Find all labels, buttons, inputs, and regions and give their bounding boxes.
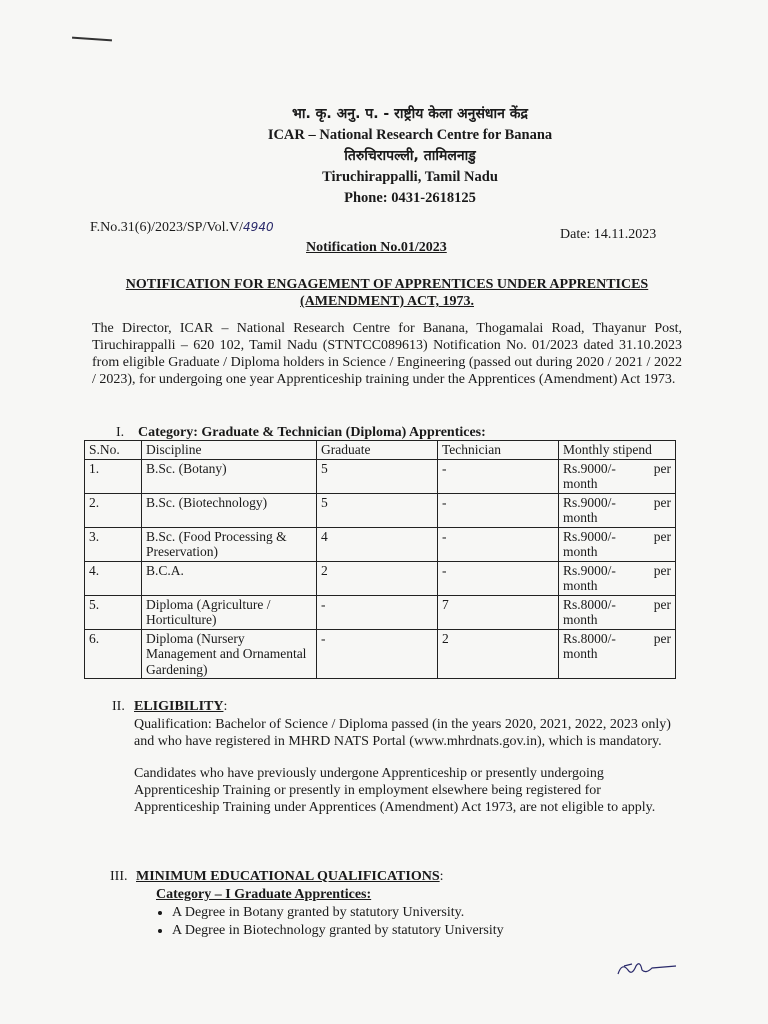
- stipend-amount: Rs.8000/-: [563, 596, 616, 612]
- cell-discipline: B.Sc. (Botany): [142, 459, 317, 493]
- section-3-number: III.: [110, 869, 128, 884]
- cell-sno: 4.: [85, 561, 142, 595]
- cell-technician: -: [438, 493, 559, 527]
- cell-stipend: [559, 629, 676, 679]
- cell-graduate: 5: [317, 459, 438, 493]
- section-1-heading: [116, 424, 486, 441]
- list-item: • A Degree in Biotechnology granted by statutory University: [172, 922, 504, 940]
- stipend-unit: month: [563, 646, 598, 661]
- notification-number: Notification No.01/2023: [306, 240, 447, 255]
- cell-discipline: Diploma (Nursery Management and Ornamental Gardening): [142, 629, 317, 679]
- stipend-per: per: [653, 562, 671, 578]
- section-3-subtitle: [156, 886, 371, 903]
- header-institute: ICAR – National Research Centre for Banana: [267, 127, 553, 143]
- cell-stipend: [559, 459, 676, 493]
- header-city: Tiruchirappalli, Tamil Nadu: [322, 169, 498, 185]
- table-header-row: [85, 441, 676, 460]
- stipend-unit: month: [563, 578, 598, 593]
- signature-initials: [612, 952, 682, 982]
- stipend-per: per: [653, 630, 671, 646]
- header-hindi-line: भा. कृ. अनु. प. - राष्ट्रीय केला अनुसंधान केंद्र: [292, 106, 528, 122]
- section-2-title: ELIGIBILITY: [134, 699, 224, 714]
- stipend-per: per: [653, 596, 671, 612]
- cell-graduate: 4: [317, 527, 438, 561]
- stipend-per: per: [653, 460, 671, 476]
- cell-sno: 3.: [85, 527, 142, 561]
- letterhead: [200, 104, 620, 209]
- qualification-list: [152, 904, 504, 940]
- cell-stipend: [559, 493, 676, 527]
- table-row: [85, 459, 676, 493]
- file-number-handwritten: 4940: [243, 220, 274, 234]
- cell-graduate: 5: [317, 493, 438, 527]
- stipend-unit: month: [563, 476, 598, 491]
- stipend-per: per: [653, 494, 671, 510]
- stipend-amount: Rs.9000/-: [563, 460, 616, 476]
- file-number: [90, 220, 274, 236]
- cell-technician: -: [438, 459, 559, 493]
- stipend-unit: month: [563, 612, 598, 627]
- table-row: [85, 493, 676, 527]
- stipend-amount: Rs.9000/-: [563, 528, 616, 544]
- cell-technician: 7: [438, 595, 559, 629]
- pen-mark: [72, 37, 112, 42]
- section-3-title: MINIMUM EDUCATIONAL QUALIFICATIONS: [136, 869, 440, 884]
- header-sno: S.No.: [85, 441, 142, 460]
- cell-discipline: B.Sc. (Biotechnology): [142, 493, 317, 527]
- header-technician: Technician: [438, 441, 559, 460]
- apprentice-category-table: [84, 440, 676, 679]
- eligibility-exclusion: Candidates who have previously undergone Apprenticeship or presently undergoing Apprenticeship Training or presently in employment elsewhere being registered for Apprenticeship Training under Apprentices (Amendment) Act 1973, are not eligible to apply.: [134, 766, 656, 815]
- header-discipline: Discipline: [142, 441, 317, 460]
- cell-technician: -: [438, 561, 559, 595]
- cell-graduate: 2: [317, 561, 438, 595]
- category-1-title: Category – I Graduate Apprentices:: [156, 887, 372, 902]
- title-line-2: (AMENDMENT) ACT, 1973.: [300, 294, 474, 309]
- header-hindi-city: तिरुचिरापल्ली, तामिलनाडु: [344, 148, 476, 164]
- title-line-1: NOTIFICATION FOR ENGAGEMENT OF APPRENTICES UNDER APPRENTICES: [125, 277, 649, 292]
- cell-discipline: B.Sc. (Food Processing & Preservation): [142, 527, 317, 561]
- stipend-amount: Rs.8000/-: [563, 630, 616, 646]
- notification-title: [92, 276, 682, 310]
- cell-discipline: Diploma (Agriculture / Horticulture): [142, 595, 317, 629]
- header-phone: Phone: 0431-2618125: [344, 190, 476, 206]
- cell-stipend: [559, 527, 676, 561]
- cell-graduate: -: [317, 629, 438, 679]
- table-row: [85, 561, 676, 595]
- stipend-unit: month: [563, 510, 598, 525]
- stipend-amount: Rs.9000/-: [563, 562, 616, 578]
- list-item: • A Degree in Botany granted by statutory University.: [172, 904, 504, 922]
- cell-stipend: [559, 595, 676, 629]
- cell-stipend: [559, 561, 676, 595]
- cell-graduate: -: [317, 595, 438, 629]
- cell-sno: 6.: [85, 629, 142, 679]
- document-date: Date: 14.11.2023: [560, 227, 657, 242]
- cell-sno: 1.: [85, 459, 142, 493]
- section-2-colon: :: [223, 699, 228, 714]
- intro-paragraph: The Director, ICAR – National Research Centre for Banana, Thogamalai Road, Thayanur Post, Tiruchirappalli – 620 102, Tamil Nadu (STNTCC089613) Notification No. 01/2023 dated 31.10.2023 from eligible Graduate / Diploma holders in Science / Engineering (passed out during 2020 / 2021 / 2022 / 2023), for undergoing one year Apprenticeship training under the Apprentices (Amendment) Act 1973.: [92, 321, 682, 387]
- section-2-number: II.: [112, 699, 125, 714]
- cell-discipline: B.C.A.: [142, 561, 317, 595]
- stipend-unit: month: [563, 544, 598, 559]
- file-number-text: F.No.31(6)/2023/SP/Vol.V/: [90, 220, 244, 235]
- stipend-amount: Rs.9000/-: [563, 494, 616, 510]
- section-3-colon: :: [439, 869, 444, 884]
- table-row: [85, 629, 676, 679]
- cell-sno: 2.: [85, 493, 142, 527]
- section-3-heading: [110, 868, 444, 885]
- section-2-heading: [112, 698, 227, 715]
- cell-technician: 2: [438, 629, 559, 679]
- cell-sno: 5.: [85, 595, 142, 629]
- stipend-per: per: [653, 528, 671, 544]
- table-row: [85, 595, 676, 629]
- cell-technician: -: [438, 527, 559, 561]
- eligibility-qualification: Qualification: Bachelor of Science / Diploma passed (in the years 2020, 2021, 2022, 2023 only) and who have registered in MHRD NATS Portal (www.mhrdnats.gov.in), which is mandatory.: [134, 717, 671, 749]
- table-row: [85, 527, 676, 561]
- header-stipend: Monthly stipend: [559, 441, 676, 460]
- section-1-number: I.: [116, 425, 125, 440]
- eligibility-body: [134, 716, 674, 831]
- header-graduate: Graduate: [317, 441, 438, 460]
- section-1-title: Category: Graduate & Technician (Diploma) Apprentices:: [138, 425, 486, 440]
